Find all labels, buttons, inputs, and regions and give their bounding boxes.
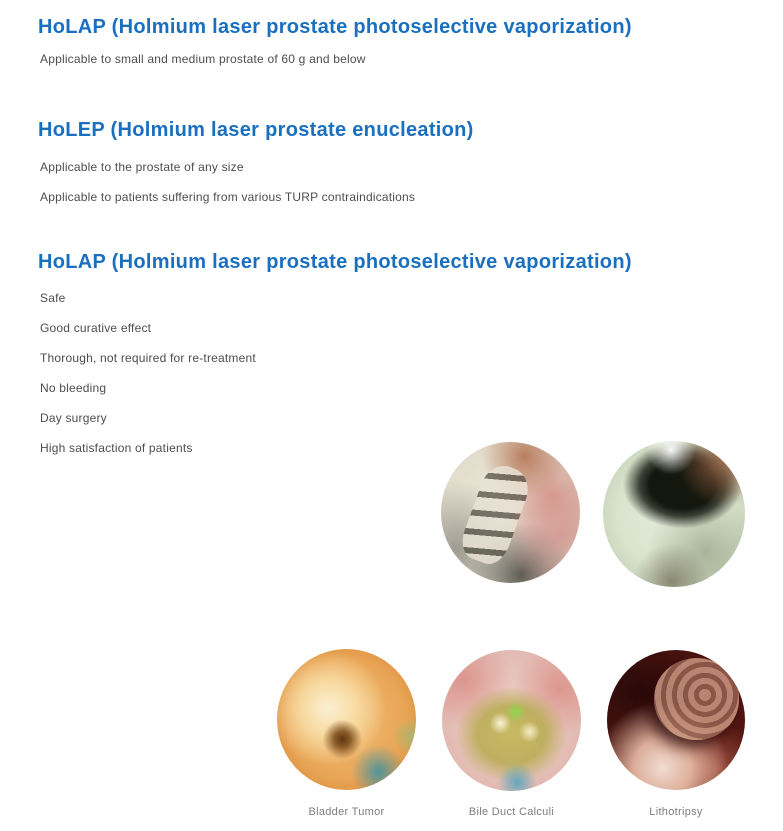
feature-line: High satisfaction of patients xyxy=(40,441,193,455)
feature-line: Safe xyxy=(40,291,66,305)
stone-graphic xyxy=(654,658,740,739)
section-2-line: Applicable to patients suffering from various TURP contraindications xyxy=(40,190,416,204)
vaporized-cavity-endoscopy-photo xyxy=(603,441,745,587)
section-2-heading: HoLEP (Holmium laser prostate enucleation) xyxy=(38,119,474,141)
section-2-line: Applicable to the prostate of any size xyxy=(40,160,244,174)
section-1-heading: HoLAP (Holmium laser prostate photoselective vaporization) xyxy=(38,16,632,38)
caption-bile-duct-calculi: Bile Duct Calculi xyxy=(468,806,555,818)
feature-line: Day surgery xyxy=(40,411,107,425)
feature-line: Thorough, not required for re-treatment xyxy=(40,351,256,365)
laser-probe-graphic xyxy=(456,459,534,568)
bladder-tumor-photo xyxy=(277,649,416,790)
section-1-line: Applicable to small and medium prostate of 60 g and below xyxy=(40,52,366,66)
lithotripsy-photo xyxy=(607,650,745,790)
section-3-heading: HoLAP (Holmium laser prostate photoselective vaporization) xyxy=(38,251,632,273)
laser-fiber-endoscopy-photo xyxy=(441,442,580,583)
caption-lithotripsy: Lithotripsy xyxy=(649,806,703,818)
caption-bladder-tumor: Bladder Tumor xyxy=(308,806,385,818)
feature-line: Good curative effect xyxy=(40,321,152,335)
bile-duct-calculi-photo xyxy=(442,650,581,791)
feature-line: No bleeding xyxy=(40,381,107,395)
